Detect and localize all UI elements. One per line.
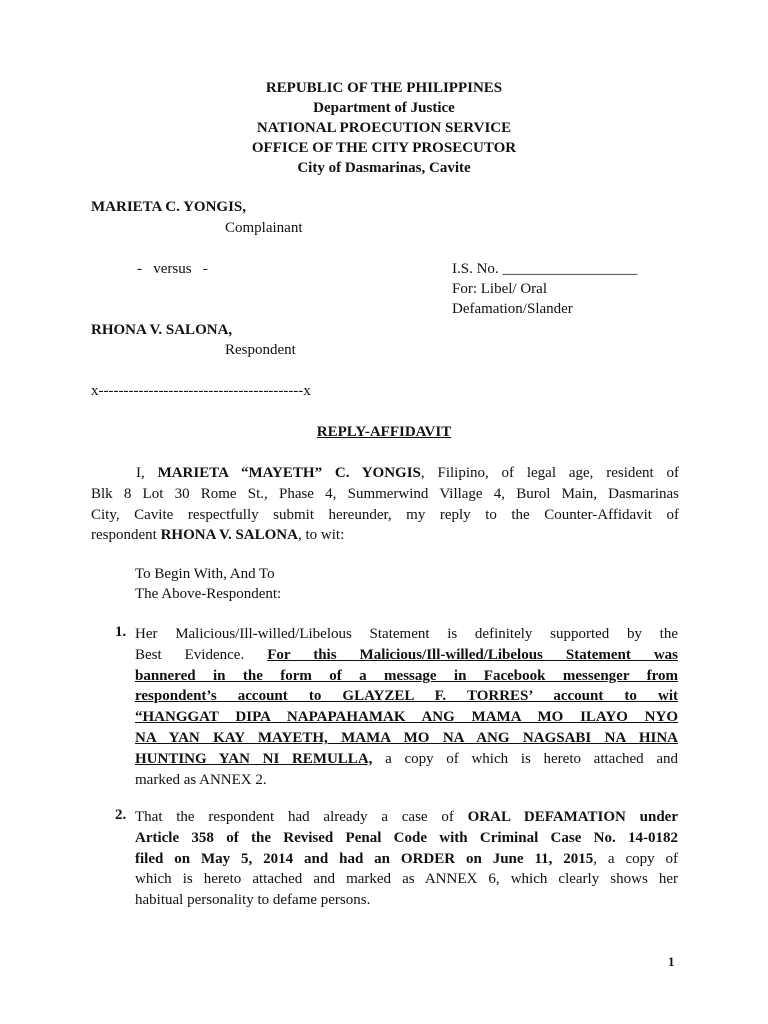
header-city: City of Dasmarinas, Cavite — [297, 160, 471, 176]
item1-line: Her Malicious/Ill-willed/Libelous Statement is definitely supported by the — [135, 626, 678, 642]
complainant-name: MARIETA C. YONGIS, — [91, 199, 247, 215]
item2-line: Article 358 of the Revised Penal Code with Criminal Case No. 14-0182 — [135, 829, 678, 846]
item1-line: respondent’s account to GLAYZEL F. TORRES’ account to wit — [135, 688, 678, 705]
respondent-role: Respondent — [225, 342, 296, 358]
item2-line: filed on May 5, 2014 and had an ORDER on June 11, 2015, a copy of — [135, 850, 678, 867]
case-for-line1: For: Libel/ Oral — [452, 281, 547, 297]
item2-line: which is hereto attached and marked as ANNEX 6, which clearly shows her — [135, 871, 678, 888]
item1-line: Best Evidence. For this Malicious/Ill-willed/Libelous Statement was — [135, 646, 678, 663]
header-office: OFFICE OF THE CITY PROSECUTOR — [251, 140, 517, 156]
header-service: NATIONAL PROECUTION SERVICE — [256, 120, 512, 136]
respondent-name-inline: RHONA V. SALONA — [160, 527, 298, 544]
affiant-name: MARIETA “MAYETH” C. YONGIS — [157, 465, 421, 481]
respondent-name: RHONA V. SALONA, — [91, 322, 233, 338]
item2-paragraph — [135, 807, 678, 911]
item1-paragraph — [135, 624, 678, 790]
intro-paragraph — [91, 463, 679, 546]
intro-line: I, MARIETA “MAYETH” C. YONGIS, Filipino, of legal age, resident of — [136, 465, 679, 481]
intro-line: City, Cavite respectfully submit hereunder, my reply to the Counter-Affidavit of — [91, 506, 679, 523]
item1-number: 1. — [115, 624, 127, 640]
caption-separator: x-----------------------------------------x — [91, 383, 311, 399]
is-number: I.S. No. __________________ — [452, 261, 638, 277]
header-republic: REPUBLIC OF THE PHILIPPINES — [265, 80, 503, 96]
page-number: 1 — [668, 954, 675, 969]
item2-number: 2. — [115, 807, 127, 823]
intro-line: Blk 8 Lot 30 Rome St., Phase 4, Summerwind Village 4, Burol Main, Dasmarinas — [91, 485, 679, 502]
item1-line: bannered in the form of a message in Facebook messenger from — [135, 667, 678, 684]
document-title: REPLY-AFFIDAVIT — [316, 424, 452, 440]
complainant-role: Complainant — [225, 220, 303, 236]
item2-line: That the respondent had already a case of ORAL DEFAMATION under — [135, 809, 678, 825]
case-for-line2: Defamation/Slander — [452, 301, 573, 317]
versus-label: - versus - — [137, 261, 208, 277]
intro-line: respondent RHONA V. SALONA, to wit: — [91, 527, 345, 544]
item1-line: “HANGGAT DIPA NAPAPAHAMAK ANG MAMA MO ILAYO NYO — [135, 709, 678, 726]
item1-line: NA YAN KAY MAYETH, MAMA MO NA ANG NAGSABI NA HINA — [135, 729, 678, 746]
preface-line2: The Above-Respondent: — [135, 586, 282, 602]
item1-line: HUNTING YAN NI REMULLA, a copy of which is hereto attached and — [135, 750, 678, 767]
header-department: Department of Justice — [313, 100, 455, 116]
item2-line: habitual personality to defame persons. — [135, 892, 371, 909]
item1-line: marked as ANNEX 2. — [135, 771, 267, 788]
preface-line1: To Begin With, And To — [135, 566, 275, 582]
